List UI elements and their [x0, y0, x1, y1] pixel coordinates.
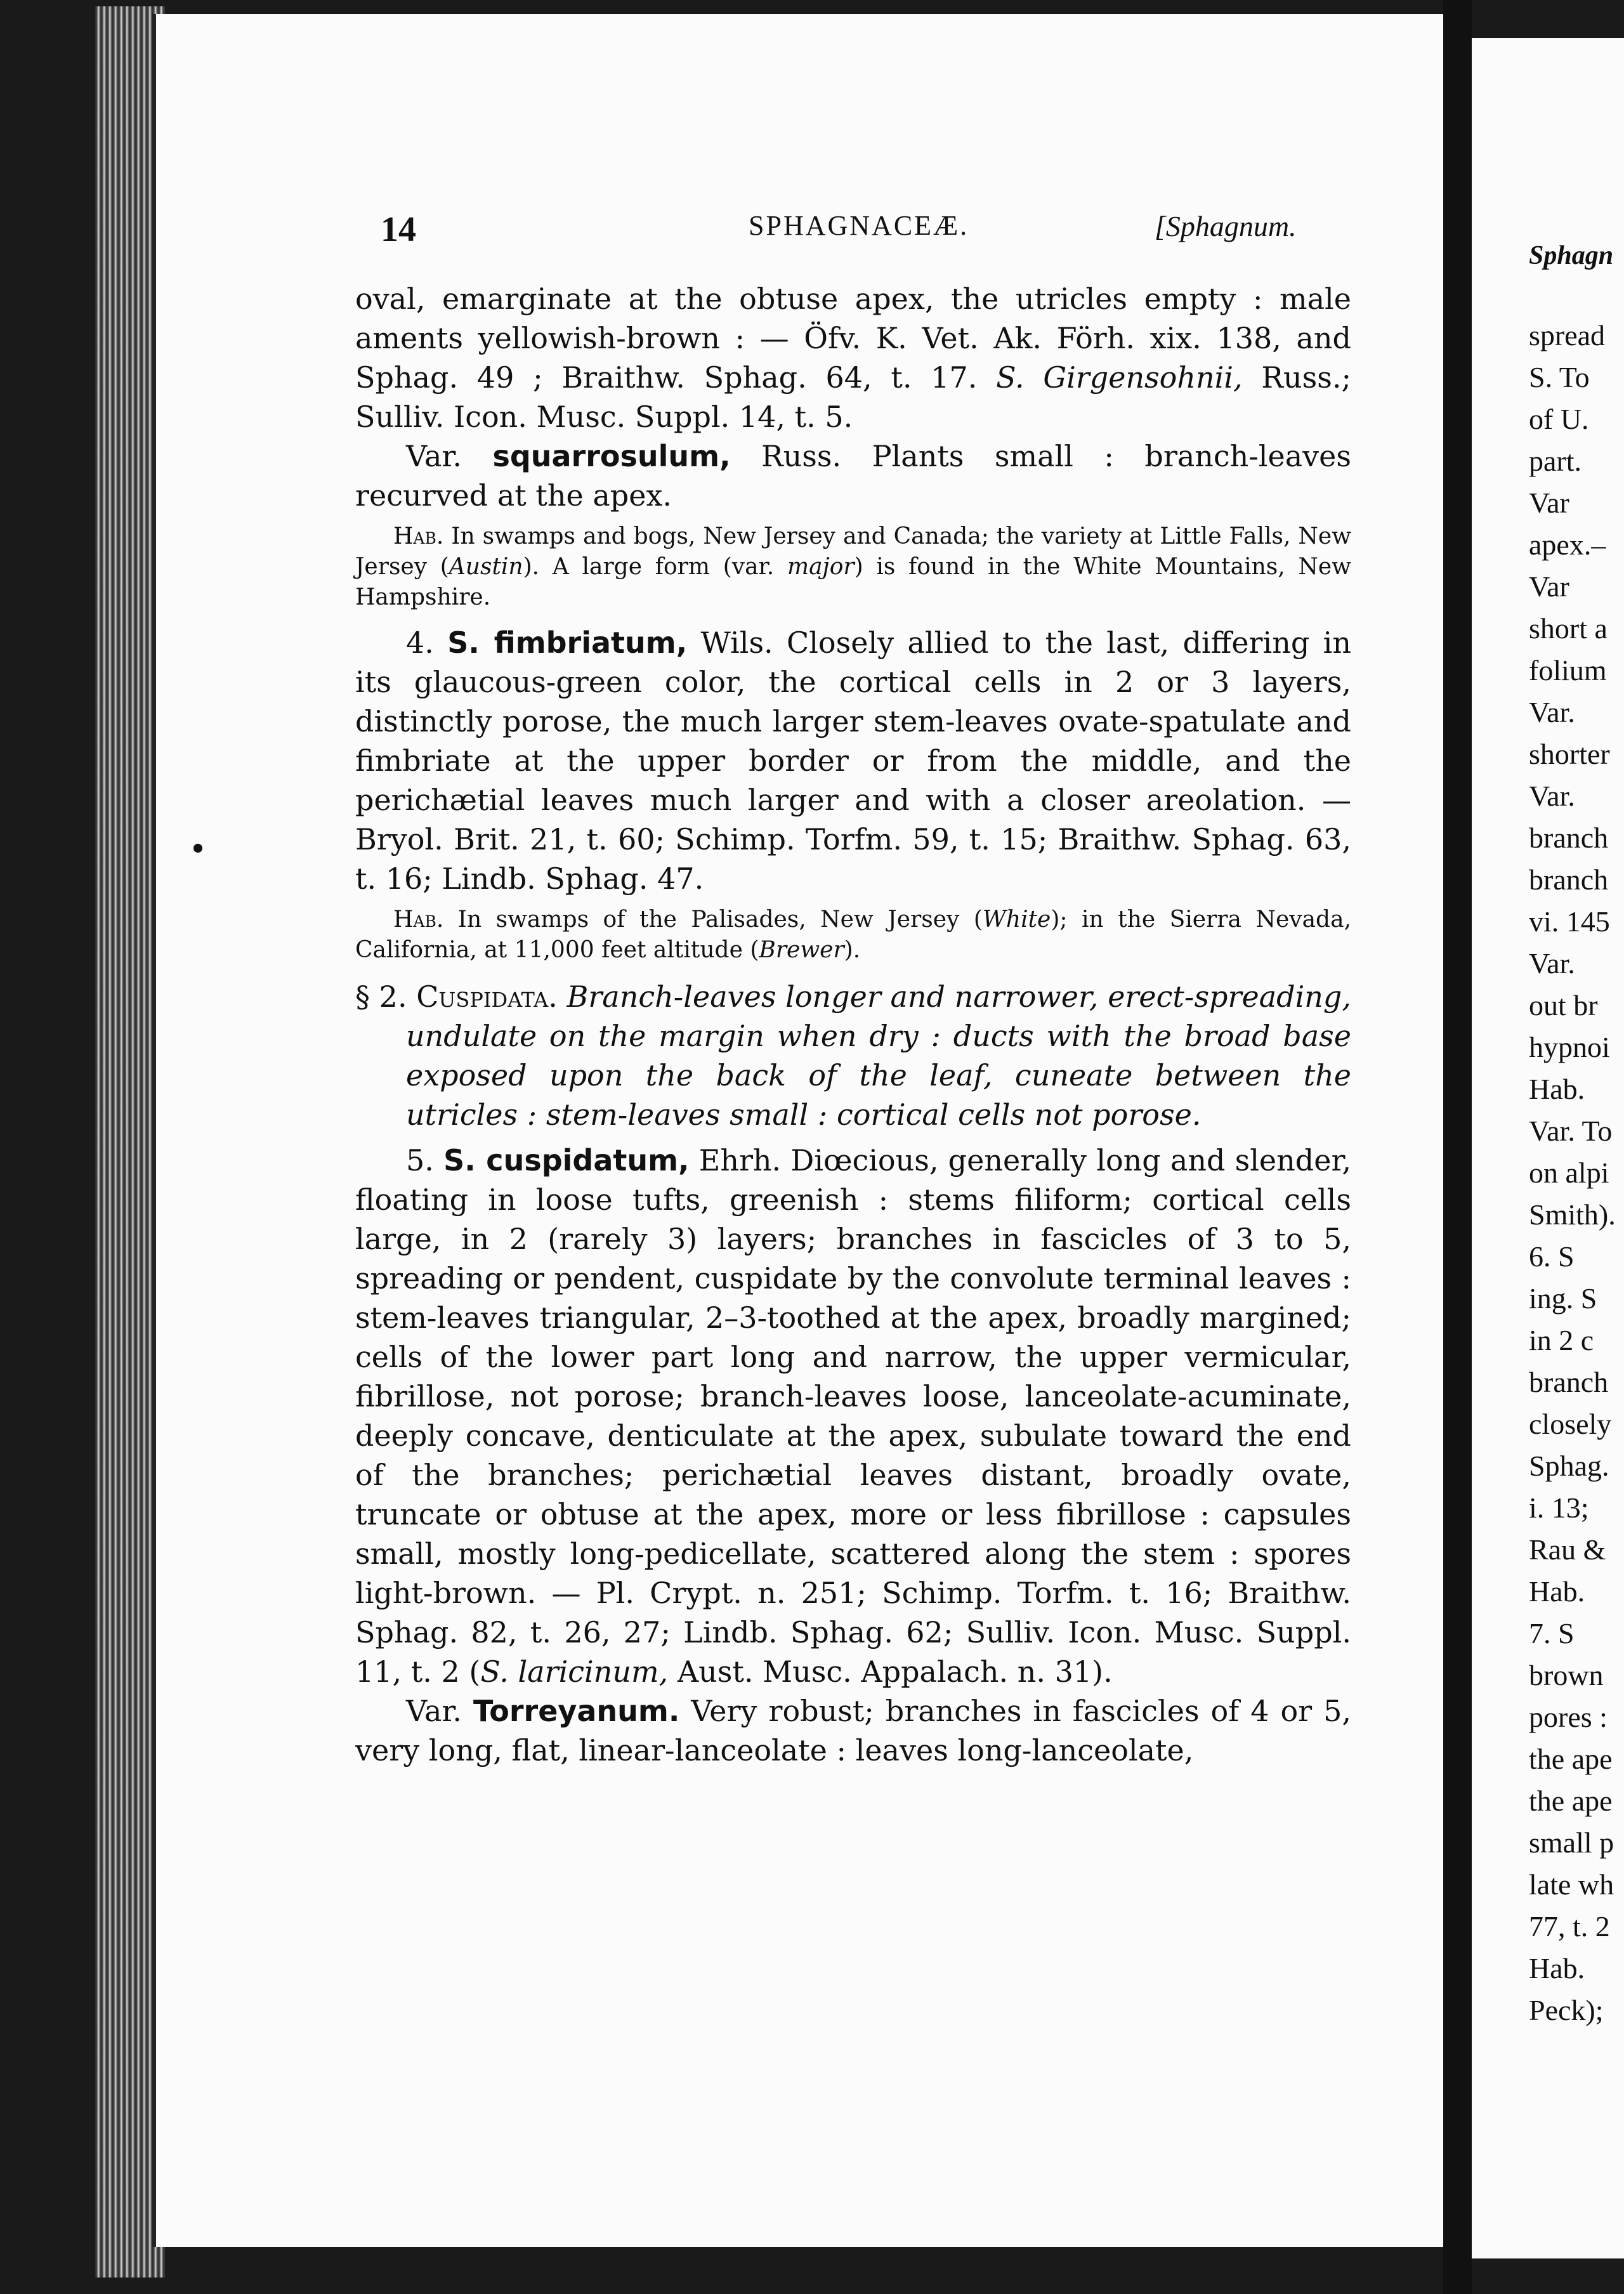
right-page-line: ing. S — [1529, 1282, 1597, 1314]
page-number: 14 — [381, 210, 416, 249]
right-page-line: shorter — [1529, 738, 1610, 770]
right-page-line: branch — [1529, 822, 1609, 854]
book-gutter — [1443, 0, 1472, 2294]
right-page-line: Var. — [1529, 696, 1575, 728]
right-page-line: closely — [1529, 1408, 1612, 1440]
continuation-paragraph: oval, emarginate at the obtuse apex, the utricles empty : male aments yellowish-brown : — Öfv. K. Vet. Ak. Förh. xix. 138, and Sphag. 49 ; Braithw. Sphag. 64, t. 17. S. Girgensohnii, Russ.; Sulliv. Icon. Musc. Suppl. 14, t. 5. — [355, 282, 1352, 434]
margin-mark — [193, 844, 202, 853]
right-page-line: Var — [1529, 487, 1569, 519]
right-page-line: branch — [1529, 863, 1609, 896]
right-page-line: late wh — [1529, 1868, 1614, 1901]
running-title: SPHAGNACEÆ. — [749, 210, 969, 241]
right-page-lines — [1472, 315, 1624, 2031]
right-page-line: of U. — [1529, 403, 1589, 435]
variety-squarrosulum: Var. squarrosulum, Russ. Plants small : branch-leaves recurved at the apex. — [355, 439, 1351, 513]
right-page-line: 7. S — [1529, 1617, 1575, 1649]
right-page-line: out br — [1529, 989, 1598, 1021]
right-page-line: folium — [1529, 654, 1607, 686]
right-page-line: Hab. — [1529, 1073, 1585, 1105]
right-page-line: Hab. — [1529, 1575, 1585, 1608]
right-page-line: spread — [1529, 319, 1606, 351]
right-page-line: the ape — [1529, 1743, 1613, 1775]
right-page-line: the ape — [1529, 1785, 1613, 1817]
right-page-line: Var. — [1529, 947, 1575, 980]
right-page-line: Hab. — [1529, 1952, 1585, 1984]
right-page-line: branch — [1529, 1366, 1609, 1398]
right-page-line: Smith). — [1529, 1198, 1616, 1231]
right-page-line: Sphag. — [1529, 1450, 1609, 1482]
right-page-line: in 2 c — [1529, 1324, 1594, 1356]
right-page-line: apex.– — [1529, 528, 1606, 561]
right-page-line: brown — [1529, 1659, 1604, 1691]
right-page-line: part. — [1529, 445, 1582, 477]
right-page-fragment — [1472, 38, 1624, 2258]
right-running-head: Sphagn — [1529, 241, 1614, 270]
habitat-note-2: Hab. In swamps of the Palisades, New Jersey (White); in the Sierra Nevada, California, at 11,000 feet altitude (Brewer). — [355, 907, 1352, 963]
right-page-line: Var — [1529, 570, 1569, 603]
species-5-cuspidatum: 5. S. cuspidatum, Ehrh. Diœcious, generally long and slender, floating in loose tufts, greenish : stems filiform; cortical cells large, in 2 (rarely 3) layers; branches in fascicles of 3 to 5, spreading or pendent, cuspidate by the convolute terminal leaves : stem-leaves triangular, 2–3-toothed at the apex, broadly margined; cells of the lower part long and narrow, the upper vermicular, fibrillose, not porose; branch-leaves loose, lanceolate-acuminate, deeply concave, denticulate at the apex, subulate toward the end of the branches; perichætial leaves distant, broadly ovate, truncate or obtuse at the apex, more or less fibrillose : capsules small, mostly long-pedicellate, scattered along the stem : spores light-brown. — Pl. Crypt. n. 251; Schimp. Torfm. t. 16; Braithw. Sphag. 82, t. 26, 27; Lindb. Sphag. 62; Sulliv. Icon. Musc. Suppl. 11, t. 2 (S. laricinum, Aust. Musc. Appalach. n. 31). — [355, 1143, 1352, 1689]
running-genus: [Sphagnum. — [1155, 210, 1297, 242]
right-page-line: Peck); — [1529, 1994, 1604, 2026]
right-page-line: Var. — [1529, 780, 1575, 812]
right-page-line: pores : — [1529, 1701, 1608, 1733]
right-page-line: Rau & — [1529, 1533, 1606, 1566]
right-page-line: i. 13; — [1529, 1491, 1589, 1524]
variety-torreyanum: Var. Torreyanum. Very robust; branches in fascicles of 4 or 5, very long, flat, linear-lanceolate : leaves long-lanceolate, — [355, 1694, 1351, 1767]
right-page-line: Var. To — [1529, 1115, 1613, 1147]
right-page-line: on alpi — [1529, 1157, 1609, 1189]
right-page-line: small p — [1529, 1826, 1614, 1859]
right-page-line: short a — [1529, 612, 1608, 645]
habitat-note-1: Hab. In swamps and bogs, New Jersey and Canada; the variety at Little Falls, New Jersey (Austin). A large form (var. major) is found in the White Mountains, New Hampshire. — [355, 523, 1352, 610]
right-page-line: 77, t. 2 — [1529, 1910, 1610, 1943]
right-page-line: hypnoi — [1529, 1031, 1610, 1063]
species-4-fimbriatum: 4. S. fimbriatum, Wils. Closely allied to the last, differing in its glaucous-green color, the cortical cells in 2 or 3 layers, distinctly porose, the much larger stem-leaves ovate-spatulate and fimbriate at the upper border or from the middle, and the perichætial leaves much larger and with a closer areolation. — Bryol. Brit. 21, t. 60; Schimp. Torfm. 59, t. 15; Braithw. Sphag. 63, t. 16; Lindb. Sphag. 47. — [355, 626, 1351, 896]
page-body — [355, 279, 1351, 1770]
right-page-line: vi. 145 — [1529, 905, 1610, 938]
right-page-line: 6. S — [1529, 1240, 1575, 1273]
right-page-line: S. To — [1529, 361, 1590, 393]
section-2-cuspidata: § 2. Cuspidata. Branch-leaves longer and narrower, erect-spreading, undulate on the margin when dry : ducts with the broad base exposed upon the back of the leaf, cuneate between the utricles : stem-leaves small : cortical cells not porose. — [355, 980, 1351, 1132]
